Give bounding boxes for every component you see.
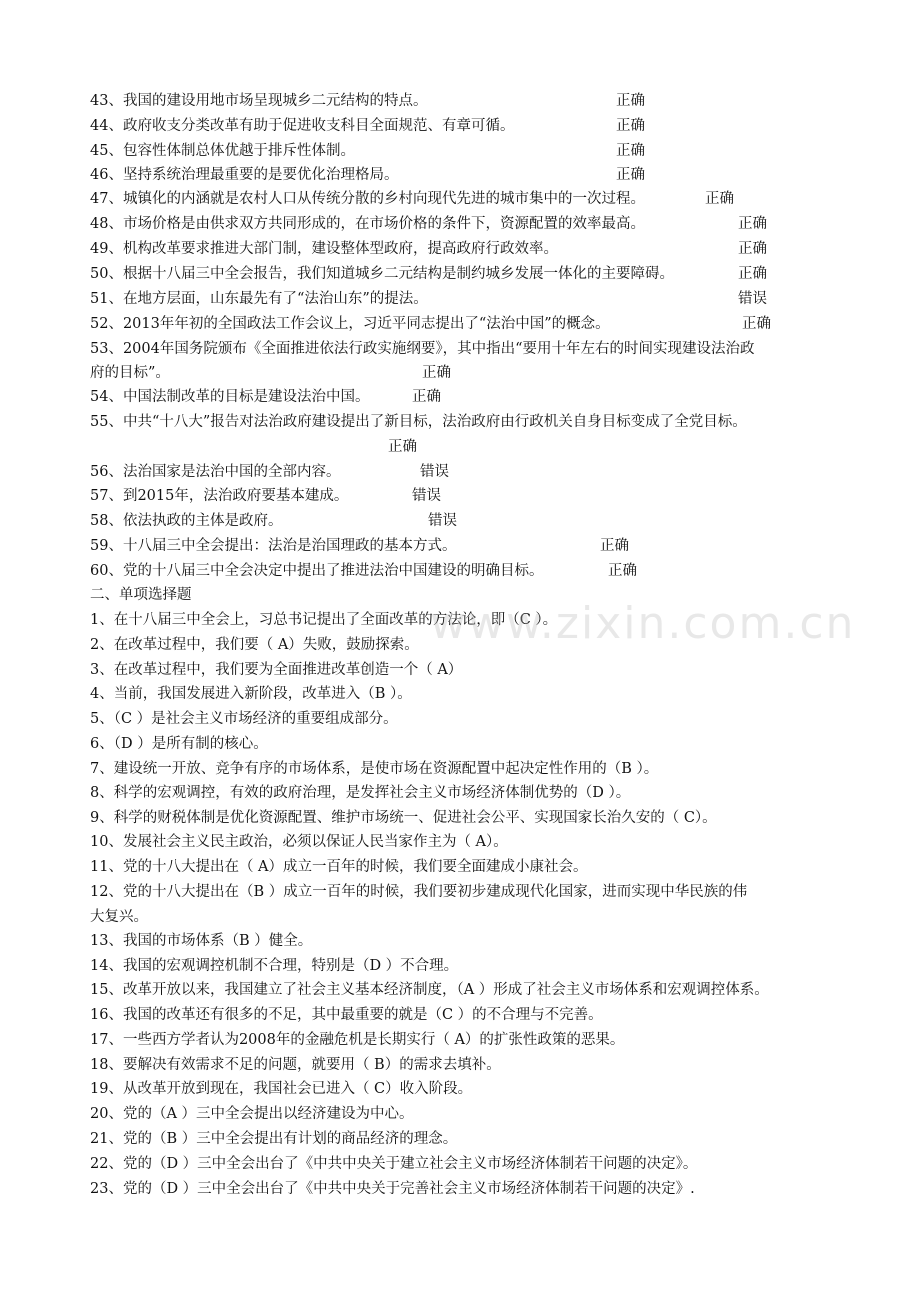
mc-item: 12、党的十八大提出在（B ）成立一百年的时候，我们要初步建成现代化国家，进而实现中华民族的伟: [90, 884, 748, 900]
mc-item: 9、科学的财税体制是优化资源配置、维护市场统一、促进社会公平、实现国家长治久安的（ C）。: [90, 810, 717, 826]
tf-item-text: 47、城镇化的内涵就是农村人口从传统分散的乡村向现代先进的城市集中的一次过程。: [90, 191, 645, 207]
mc-item: 21、党的（B ）三中全会提出有计划的商品经济的理念。: [90, 1131, 458, 1147]
tf-item-text: 51、在地方层面，山东最先有了“法治山东”的提法。: [90, 291, 428, 307]
tf-item-text: 44、政府收支分类改革有助于促进收支科目全面规范、有章可循。: [90, 118, 515, 134]
tf-item-51: [90, 288, 767, 310]
tf-item-text: 59、十八届三中全会提出：法治是治国理政的基本方式。: [90, 538, 457, 554]
tf-item-answer: 错误: [738, 291, 767, 307]
tf-item-52: [90, 313, 771, 335]
tf-item-43: [90, 90, 645, 112]
mc-item: 11、党的十八大提出在（ A）成立一百年的时候，我们要全面建成小康社会。: [90, 859, 588, 875]
tf-item-answer: 正确: [388, 439, 417, 455]
tf-item-text: 54、中国法制改革的目标是建设法治中国。: [90, 389, 370, 405]
tf-item-text: 50、根据十八届三中全会报告，我们知道城乡二元结构是制约城乡发展一体化的主要障碍。: [90, 266, 674, 282]
tf-item-45: [90, 140, 645, 162]
mc-item: 14、我国的宏观调控机制不合理，特别是（D ）不合理。: [90, 958, 459, 974]
tf-item-answer: 正确: [738, 241, 767, 257]
mc-item: 20、党的（A ）三中全会提出以经济建设为中心。: [90, 1106, 414, 1122]
tf-item-answer: 错误: [412, 488, 441, 504]
mc-item: 10、发展社会主义民主政治，必须以保证人民当家作主为（ A）。: [90, 834, 508, 850]
mc-item: 2、在改革过程中，我们要（ A）失败，鼓励探索。: [90, 637, 419, 653]
tf-item-text: 49、机构改革要求推进大部门制，建设整体型政府，提高政府行政效率。: [90, 241, 558, 257]
mc-item: 4、当前，我国发展进入新阶段，改革进入（B ）。: [90, 686, 412, 702]
tf-item-answer: 正确: [742, 316, 771, 332]
tf-item-answer: 正确: [608, 563, 637, 579]
mc-item: 13、我国的市场体系（B ）健全。: [90, 933, 313, 949]
tf-item-answer: 正确: [738, 216, 767, 232]
watermark: www.zixin.com.cn: [430, 598, 856, 649]
tf-item-47: [90, 188, 734, 210]
tf-item-answer: 正确: [616, 93, 645, 109]
tf-item-57: [90, 485, 441, 507]
tf-item-text: 57、到2015年，法治政府要基本建成。: [90, 488, 349, 504]
mc-item: 6、（D ）是所有制的核心。: [90, 736, 268, 752]
mc-item: 5、（C ）是社会主义市场经济的重要组成部分。: [90, 711, 398, 727]
mc-item: 23、党的（D ）三中全会出台了《中共中央关于完善社会主义市场经济体制若干问题的决定》.: [90, 1181, 695, 1197]
mc-item: 19、从改革开放到现在，我国社会已进入（ C）收入阶段。: [90, 1081, 473, 1097]
mc-item: 17、一些西方学者认为2008年的金融危机是长期实行（ A）的扩张性政策的恶果。: [90, 1032, 625, 1048]
tf-item-54: [90, 386, 441, 408]
tf-item-text: 48、市场价格是由供求双方共同形成的，在市场价格的条件下，资源配置的效率最高。: [90, 216, 645, 232]
mc-item: 3、在改革过程中，我们要为全面推进改革创造一个（ A）: [90, 662, 463, 678]
tf-item-text: 43、我国的建设用地市场呈现城乡二元结构的特点。: [90, 93, 428, 109]
tf-item-60: [90, 560, 637, 582]
tf-item-answer: 正确: [705, 191, 734, 207]
tf-item-answer: 错误: [428, 513, 457, 529]
tf-item-text: 58、依法执政的主体是政府。: [90, 513, 283, 529]
tf-item-answer: 正确: [738, 266, 767, 282]
mc-item: 18、要解决有效需求不足的问题，就要用（ B）的需求去填补。: [90, 1057, 501, 1073]
tf-item-text: 55、中共“十八大”报告对法治政府建设提出了新目标，法治政府由行政机关自身目标变成了全党目标。: [90, 414, 747, 430]
tf-item-53: [90, 338, 755, 360]
tf-item-56: [90, 461, 449, 483]
tf-item-58: [90, 510, 457, 532]
mc-item: 22、党的（D ）三中全会出台了《中共中央关于建立社会主义市场经济体制若干问题的决定》。: [90, 1156, 698, 1172]
tf-item-answer: 正确: [412, 389, 441, 405]
tf-item-text: 56、法治国家是法治中国的全部内容。: [90, 464, 341, 480]
tf-item-answer: 正确: [616, 167, 645, 183]
tf-item-49: [90, 238, 767, 260]
tf-item-53-continued: [90, 362, 451, 384]
tf-item-answer: 错误: [420, 464, 449, 480]
mc-item: 8、科学的宏观调控，有效的政府治理，是发挥社会主义市场经济体制优势的（D ）。: [90, 785, 631, 801]
tf-item-answer: 正确: [422, 365, 451, 381]
tf-item-48: [90, 213, 767, 235]
mc-item: 15、改革开放以来，我国建立了社会主义基本经济制度，（A ）形成了社会主义市场体系和宏观调控体系。: [90, 982, 769, 998]
tf-item-text: 府的目标”。: [90, 365, 170, 381]
tf-item-text: 60、党的十八届三中全会决定中提出了推进法治中国建设的明确目标。: [90, 563, 544, 579]
tf-item-55: [90, 411, 747, 433]
tf-item-text: 45、包容性体制总体优越于排斥性体制。: [90, 143, 355, 159]
mc-item: 16、我国的改革还有很多的不足，其中最重要的就是（C ）的不合理与不完善。: [90, 1007, 603, 1023]
tf-item-text: 53、2004年国务院颁布《全面推进依法行政实施纲要》，其中指出“要用十年左右的时间实现建设法治政: [90, 341, 755, 357]
tf-item-answer: 正确: [616, 118, 645, 134]
tf-item-59: [90, 535, 629, 557]
tf-item-50: [90, 263, 767, 285]
mc-item: 7、建设统一开放、竞争有序的市场体系，是使市场在资源配置中起决定性作用的（B ）。: [90, 761, 659, 777]
tf-item-44: [90, 115, 645, 137]
tf-item-text: 52、2013年年初的全国政法工作会议上，习近平同志提出了“法治中国”的概念。: [90, 316, 610, 332]
tf-item-answer: 正确: [600, 538, 629, 554]
tf-item-46: [90, 164, 645, 186]
tf-item-text: 46、坚持系统治理最重要的是要优化治理格局。: [90, 167, 399, 183]
tf-item-answer: 正确: [616, 143, 645, 159]
mc-item-continued: 大复兴。: [90, 909, 148, 925]
section-heading: 二、单项选择题: [90, 587, 192, 603]
mc-item: 1、在十八届三中全会上，习总书记提出了全面改革的方法论，即（C ）。: [90, 612, 558, 628]
